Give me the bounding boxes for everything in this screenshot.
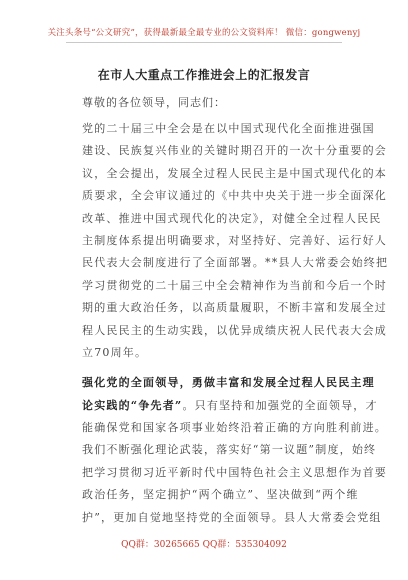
- paragraph-1-line: 质要求，全会审议通过的《中共中央关于进一步全面深化: [82, 189, 387, 203]
- header-promo-note: 关注头条号“公文研究”，获得最新最全最专业的公文资料库！ 微信：gongwenyj: [47, 28, 361, 38]
- section-1-heading-tail: 论实践的“争先者”: [82, 398, 183, 412]
- paragraph-1-line: 学习贯彻党的二十届三中全会精神作为当前和今后一个时: [82, 278, 387, 292]
- paragraph-1-line: 建设、民族复兴伟业的关键时期召开的一次十分重要的会: [82, 144, 387, 158]
- paragraph-1-line: 期的重大政治任务，以高质量履职，不断丰富和发展全过: [82, 301, 387, 315]
- paragraph-1-line: 议，全会提出，发展全过程人民民主是中国式现代化的本: [82, 166, 387, 180]
- paragraph-1-line: 主制度体系提出明确要求，对坚持好、完善好、运行好人: [82, 233, 387, 247]
- paragraph-2-line: 护”，更加自觉地坚持党的全面领导。县人大常委会党组: [82, 510, 382, 524]
- paragraph-1-line: 立70周年。: [82, 345, 148, 359]
- salutation: 尊敬的各位领导，同志们：: [82, 96, 226, 109]
- section-1-heading-continued: [82, 395, 378, 417]
- section-1-heading: 强化党的全面领导，勇做丰富和发展全过程人民民主理: [82, 376, 375, 390]
- footer-qq-groups: QQ群：30265665 QQ群：535304092: [121, 540, 287, 550]
- paragraph-2-line: 政治任务，坚定拥护“两个确立”、坚决做到“两个维: [82, 488, 359, 502]
- paragraph-gap: [82, 364, 336, 372]
- section-1-first-sentence: 。只有坚持和加强党的全面领导，才: [182, 398, 378, 412]
- document-title: 在市人大重点工作推进会上的汇报发言: [97, 68, 311, 82]
- paragraph-1-line: 改革、推进中国式现代化的决定》，对健全全过程人民民: [82, 211, 382, 225]
- paragraph-2-line: 我们不断强化理论武装，落实好“第一议题”制度，始终: [82, 443, 377, 457]
- paragraph-2-line: 能确保党和国家各项事业始终沿着正确的方向胜利前进。: [82, 421, 387, 435]
- paragraph-2-line: 把学习贯彻习近平新时代中国特色社会主义思想作为首要: [82, 465, 387, 479]
- paragraph-1-line: 党的二十届三中全会是在以中国式现代化全面推进强国: [82, 122, 375, 135]
- header-divider: [66, 42, 342, 43]
- document-body: [82, 118, 389, 529]
- paragraph-1-line: 民代表大会制度进行了全面部署。**县人大常委会始终把: [82, 256, 389, 270]
- paragraph-1-line: 程人民民主的生动实践，以优异成绩庆祝人民代表大会成: [82, 323, 387, 337]
